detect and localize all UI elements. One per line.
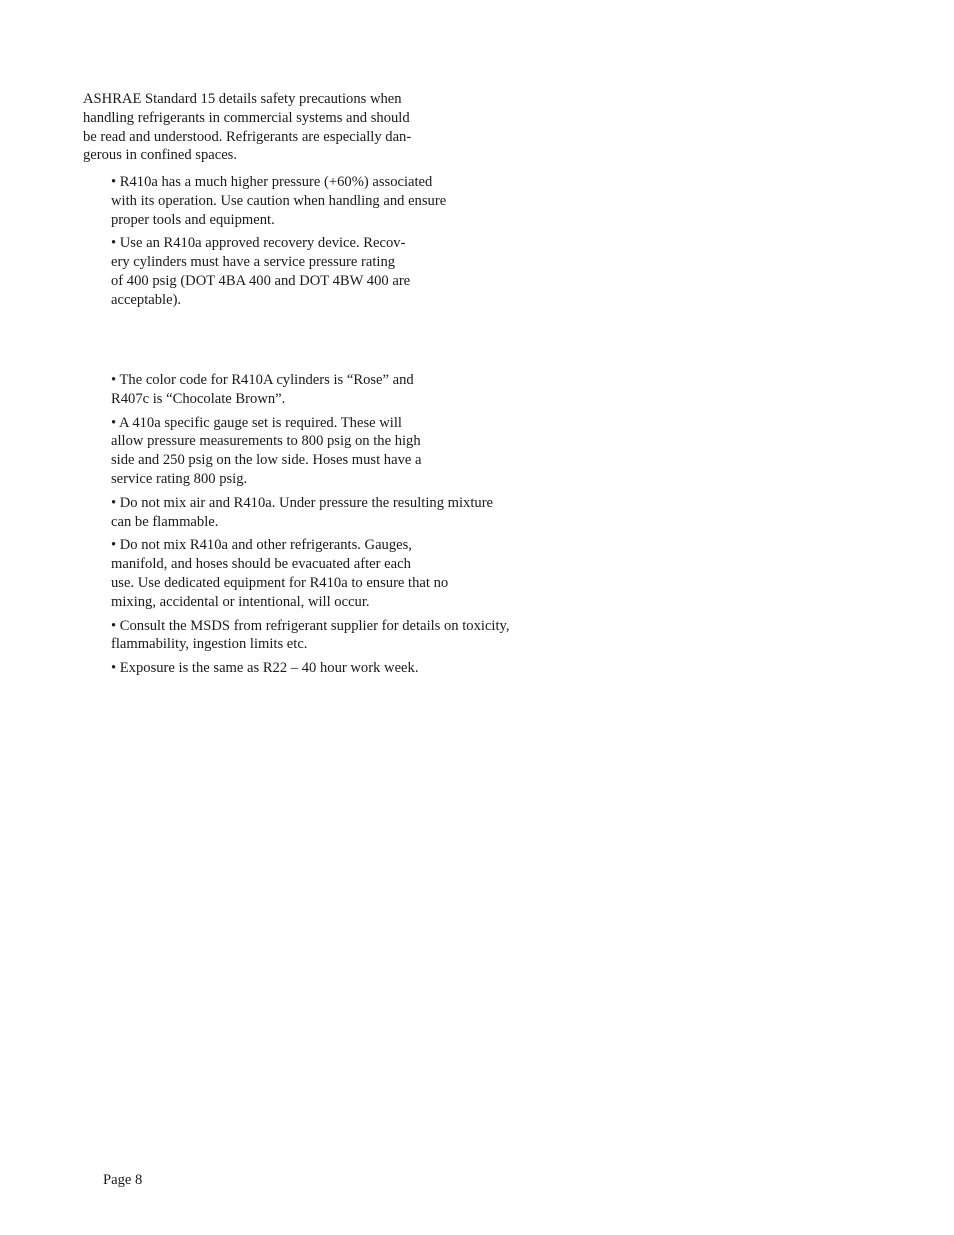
bullet-line: use. Use dedicated equipment for R410a to ensure that no xyxy=(111,574,449,591)
bullet-line: ery cylinders must have a service pressure rating xyxy=(111,254,396,271)
safety-bullet-list-bottom xyxy=(111,371,571,683)
intro-line: handling refrigerants in commercial systems and should xyxy=(83,109,410,126)
bullet-line: • Exposure is the same as R22 – 40 hour work week. xyxy=(111,660,419,677)
bullet-line: • Use an R410a approved recovery device. Recov- xyxy=(111,235,406,252)
bullet-line: • R410a has a much higher pressure (+60%) associated xyxy=(111,174,433,190)
bullet-line: manifold, and hoses should be evacuated after each xyxy=(111,556,411,573)
bullet-item-recovery-device xyxy=(111,234,571,309)
bullet-line: can be flammable. xyxy=(111,513,219,530)
bullet-line: allow pressure measurements to 800 psig on the high xyxy=(111,433,421,450)
bullet-line: • Do not mix R410a and other refrigerants. Gauges, xyxy=(111,537,412,554)
intro-paragraph xyxy=(83,90,483,165)
page-number: Page 8 xyxy=(103,1172,143,1188)
bullet-line: acceptable). xyxy=(111,291,182,308)
safety-bullet-list-top xyxy=(111,173,571,315)
bullet-line: flammability, ingestion limits etc. xyxy=(111,636,308,653)
bullet-line: • Do not mix air and R410a. Under pressure the resulting mixture xyxy=(111,494,494,511)
bullet-item-high-pressure xyxy=(111,173,571,229)
intro-line: gerous in confined spaces. xyxy=(83,147,237,164)
bullet-line: • Consult the MSDS from refrigerant supplier for details on toxicity, xyxy=(111,617,510,634)
bullet-line: mixing, accidental or intentional, will occur. xyxy=(111,593,370,610)
bullet-item-exposure xyxy=(111,659,571,678)
bullet-item-gauge-set xyxy=(111,414,571,489)
bullet-line: proper tools and equipment. xyxy=(111,211,275,228)
intro-line: be read and understood. Refrigerants are especially dan- xyxy=(83,128,412,145)
intro-line: ASHRAE Standard 15 details safety precautions when xyxy=(83,91,402,107)
bullet-line: with its operation. Use caution when handling and ensure xyxy=(111,192,447,209)
bullet-line: R407c is “Chocolate Brown”. xyxy=(111,390,286,407)
bullet-line: • A 410a specific gauge set is required. These will xyxy=(111,414,402,431)
bullet-item-refrigerant-mix xyxy=(111,536,571,611)
bullet-line: service rating 800 psig. xyxy=(111,470,248,487)
bullet-item-msds xyxy=(111,617,571,655)
bullet-line: side and 250 psig on the low side. Hoses must have a xyxy=(111,452,422,469)
bullet-line: • The color code for R410A cylinders is “Rose” and xyxy=(111,372,414,388)
bullet-item-air-mix xyxy=(111,494,571,532)
bullet-item-color-code xyxy=(111,371,571,409)
bullet-line: of 400 psig (DOT 4BA 400 and DOT 4BW 400 are xyxy=(111,272,411,289)
